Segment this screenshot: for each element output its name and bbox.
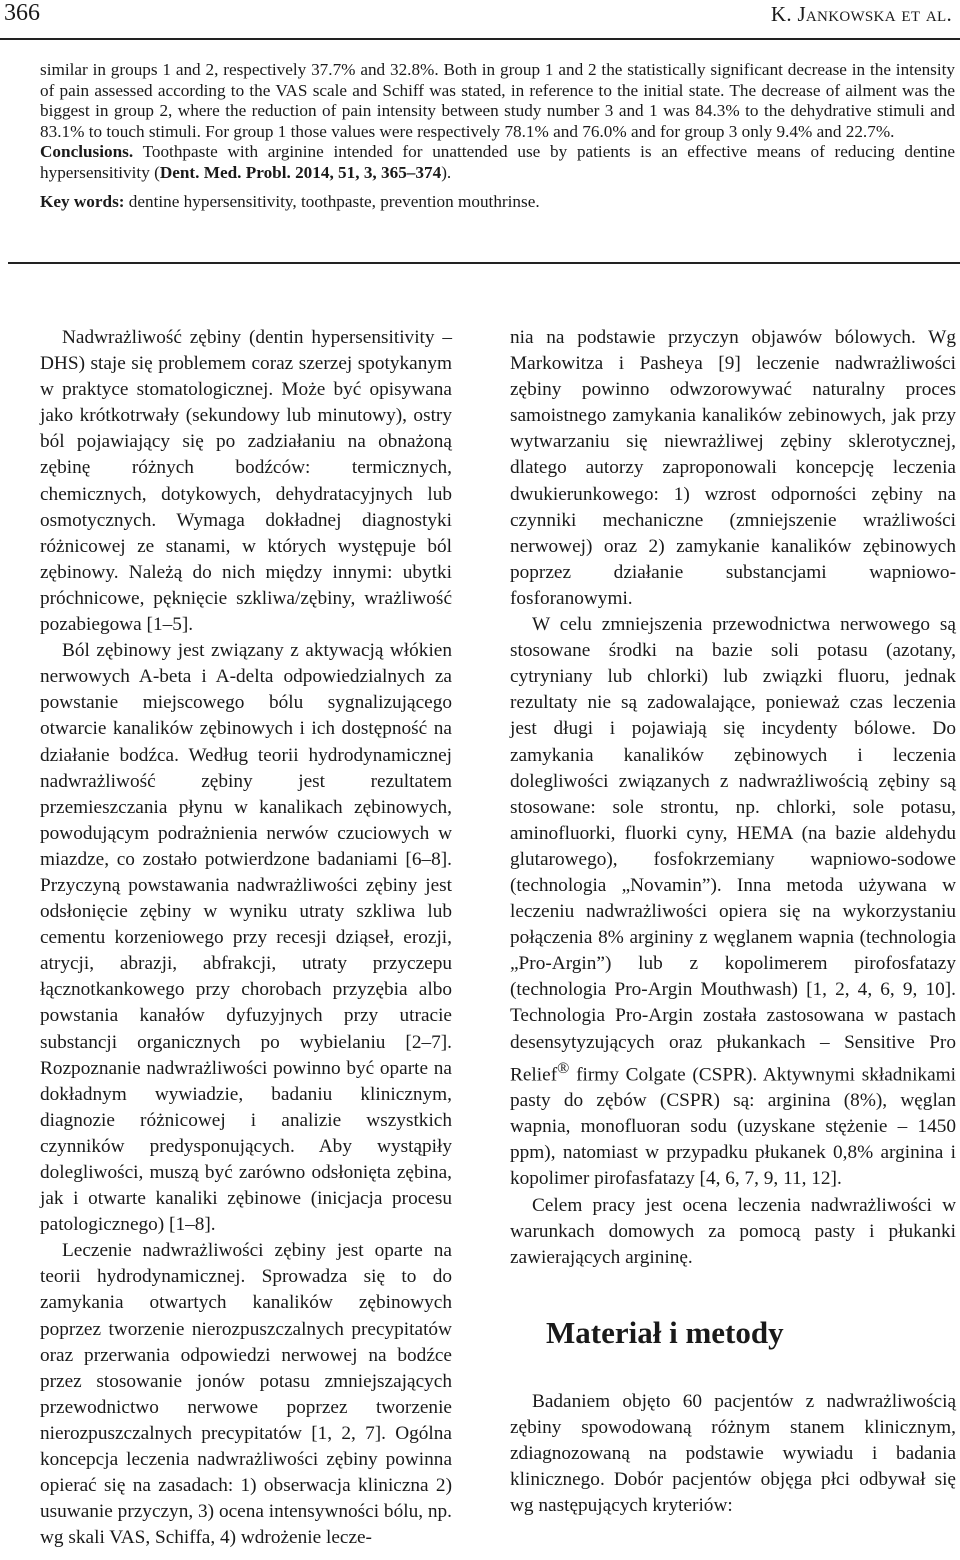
- page-number: 366: [4, 0, 40, 26]
- registered-mark: ®: [557, 1059, 570, 1077]
- keywords-label: Key words:: [40, 192, 125, 211]
- abstract: [40, 60, 955, 213]
- right-paragraph-4: Badaniem objęto 60 pacjentów z nadwrażliwością zębiny spowodowaną różnym stanem klinicznym, zdiagnozowaną na podstawie wywiadu i badania klinicznego. Dobór pacjentów objęga płci odbywał się wg następujących kryteriów:: [510, 1390, 956, 1517]
- running-head: K. Jankowska et al.: [770, 2, 952, 26]
- right-column: [510, 325, 956, 1519]
- section-title: Materiał i metody: [546, 1314, 784, 1350]
- citation-end: ).: [441, 162, 452, 182]
- conclusions-label: Conclusions.: [40, 142, 134, 161]
- right-paragraph-2-start: W celu zmniejszenia przewodnictwa nerwowego są stosowane środki na bazie soli potasu (azotany, cytryniany lub chlorki) lub związki fluoru, jednak rezultaty nie są zadowalające, ponieważ czas leczenia jest długi i pojawiają się incydenty bólowe. Do zamykania kanalików zębinowych i leczenia dolegliwości związanych z nadwrażliwością zębiny są stosowane: sole strontu, np. chlorki, sole potasu, aminofluorki, fluorki cyny, HEMA (na bazie aldehydu glutarowego), fosfokrzemiany wapniowo-sodowe (technologia „Novamin”). Inna metoda używana w leczeniu nadwrażliwości opiera się na wykorzystaniu połączenia 8% argininy z węglanem wapnia (technologia „Pro-Argin”) lub z kopolimerem pirofosfatazy (technologia Pro-Argin Mouthwash) [1, 2, 4, 6, 9, 10]. Technologia Pro-Argin została zastosowana w pastach desensytyzujących oraz płukankach – Sensitive Pro Relief: [510, 614, 956, 1086]
- keywords-text: dentine hypersensitivity, toothpaste, prevention mouthrinse.: [124, 192, 540, 211]
- right-paragraph-2: [510, 612, 956, 1192]
- header-rule: [0, 38, 960, 40]
- abstract-body: [40, 60, 955, 183]
- page-header: [0, 0, 960, 42]
- right-paragraph-3: Celem pracy jest ocena leczenia nadwrażliwości w warunkach domowych za pomocą pasty i płukanki zawierających argininę.: [510, 1194, 956, 1268]
- citation: Dent. Med. Probl. 2014, 51, 3, 365–374: [159, 162, 442, 182]
- left-column: [40, 325, 452, 1551]
- right-paragraph-2-end: firmy Colgate (CSPR). Aktywnymi składnikami pasty do zębów (CSPR) są: arginina (8%), węglan wapnia, monofluoran sodu (uzyskane stężenie – 1450 ppm), natomiast w przypadku płukanek 0,8% arginina i kopolimer pirofasfatazy [4, 6, 7, 9, 11, 12].: [510, 1064, 956, 1190]
- left-paragraph-2: Ból zębinowy jest związany z aktywacją włókien nerwowych A-beta i A-delta odpowiedzialnych za powstanie miejscowego bólu sygnalizującego otwarcie kanalików zębinowych i ich dostępność na działanie bodźca. Według teorii hydrodynamicznej nadwrażliwość zębiny jest rezultatem przemieszczania płynu w kanalikach zębinowych, powodującym podrażnienia nerwów czuciowych w miazdze, co zostało potwierdzone badaniami [6–8]. Przyczyną powstawania nadwrażliwości zębiny jest odsłonięcie zębiny w wyniku utraty szkliwa lub cementu korzeniowego przy recesji dziąseł, erozji, atrycji, abrazji, abfrakcji, utraty przyczepu łącznotkankowego przy chorobach przyzębia albo powstania kanałów dyfuzyjnych przy utracie substancji organicznych po wybielaniu [2–7]. Rozpoznanie nadwrażliwości powinno być oparte na dokładnym wywiadzie, badaniu klinicznym, diagnozie różnicowej i analizie wszystkich czynników predysponujących. Aby wystąpiły dolegliwości, muszą być zarówno odsłonięta zębina, jak i otwarte kanaliki zębinowe (inicjacja procesu patologicznego) [1–8].: [40, 640, 452, 1236]
- abstract-rule: [8, 262, 960, 264]
- abstract-results: similar in groups 1 and 2, respectively 37.7% and 32.8%. Both in group 1 and 2 the statistically significant decrease in the intensity of pain assessed according to the VAS scale and Schiff was stated, in reference to the initial state. The decrease of ailment was the biggest in group 2, where the reduction of pain intensity between study number 3 and 1 was 84.3% to the dehydrative stimuli and 83.1% to touch stimuli. For group 1 those values were respectively 78.1% and 76.0% and for group 3 only 9.4% and 22.7%.: [40, 60, 955, 141]
- right-paragraph-1: nia na podstawie przyczyn objawów bólowych. Wg Markowitza i Pasheya [9] leczenie nadwrażliwości zębiny powinno odwzorowywać naturalny proces samoistnego zamykania kanalików zebinowych, jak przy wytwarzaniu się niewrażliwej zębiny sklerotycznej, dlatego autorzy zaproponowali koncepcję leczenia dwukierunkowego: 1) wzrost odporności zębiny na czynniki mechaniczne (zmniejszenie wrażliwości nerwowej) oraz 2) zamykanie kanalików zębinowych poprzez działanie substancjami wapniowo-fosforanowymi.: [510, 327, 956, 609]
- left-paragraph-1: Nadwrażliwość zębiny (dentin hypersensitivity – DHS) staje się problemem coraz szerzej spotykanym w praktyce stomatologicznej. Może być opisywana jako krótkotrwały (sekundowy lub minutowy), ostry ból pojawiający się po zadziałaniu na obnażoną zębinę różnych bodźców: termicznych, chemicznych, dotykowych, dehydratacyjnych lub osmotycznych. Wymaga dokładnej diagnostyki różnicowej ze stanami, w których występuje ból zębinowy. Należą do nich między innymi: ubytki próchnicowe, pęknięcie szkliwa/zębiny, wrażliwość pozabiegowa [1–5].: [40, 327, 452, 636]
- left-paragraph-3: Leczenie nadwrażliwości zębiny jest oparte na teorii hydrodynamicznej. Sprowadza się to do zamykania otwartych kanalików zębinowych poprzez tworzenie nierozpuszczalnych precypitatów oraz przerwania odpowiedzi nerwowej na bodźce przez stosowanie jonów potasu zmniejszających przewodnictwo nerwowe poprzez tworzenie nierozpuszczalnych precypitatów [1, 2, 7]. Ogólna koncepcja leczenia nadwrażliwości zębiny powinna opierać się na zasadach: 1) obserwacja kliniczna 2) usuwanie przyczyn, 3) ocena intensywności bólu, np. wg skali VAS, Schiffa, 4) wdrożenie lecze-: [40, 1240, 452, 1549]
- keywords: [40, 192, 955, 213]
- conclusions-text: Toothpaste with arginine intended for unattended use by patients is an effective means of reducing dentine hypersensitivity (: [40, 142, 955, 182]
